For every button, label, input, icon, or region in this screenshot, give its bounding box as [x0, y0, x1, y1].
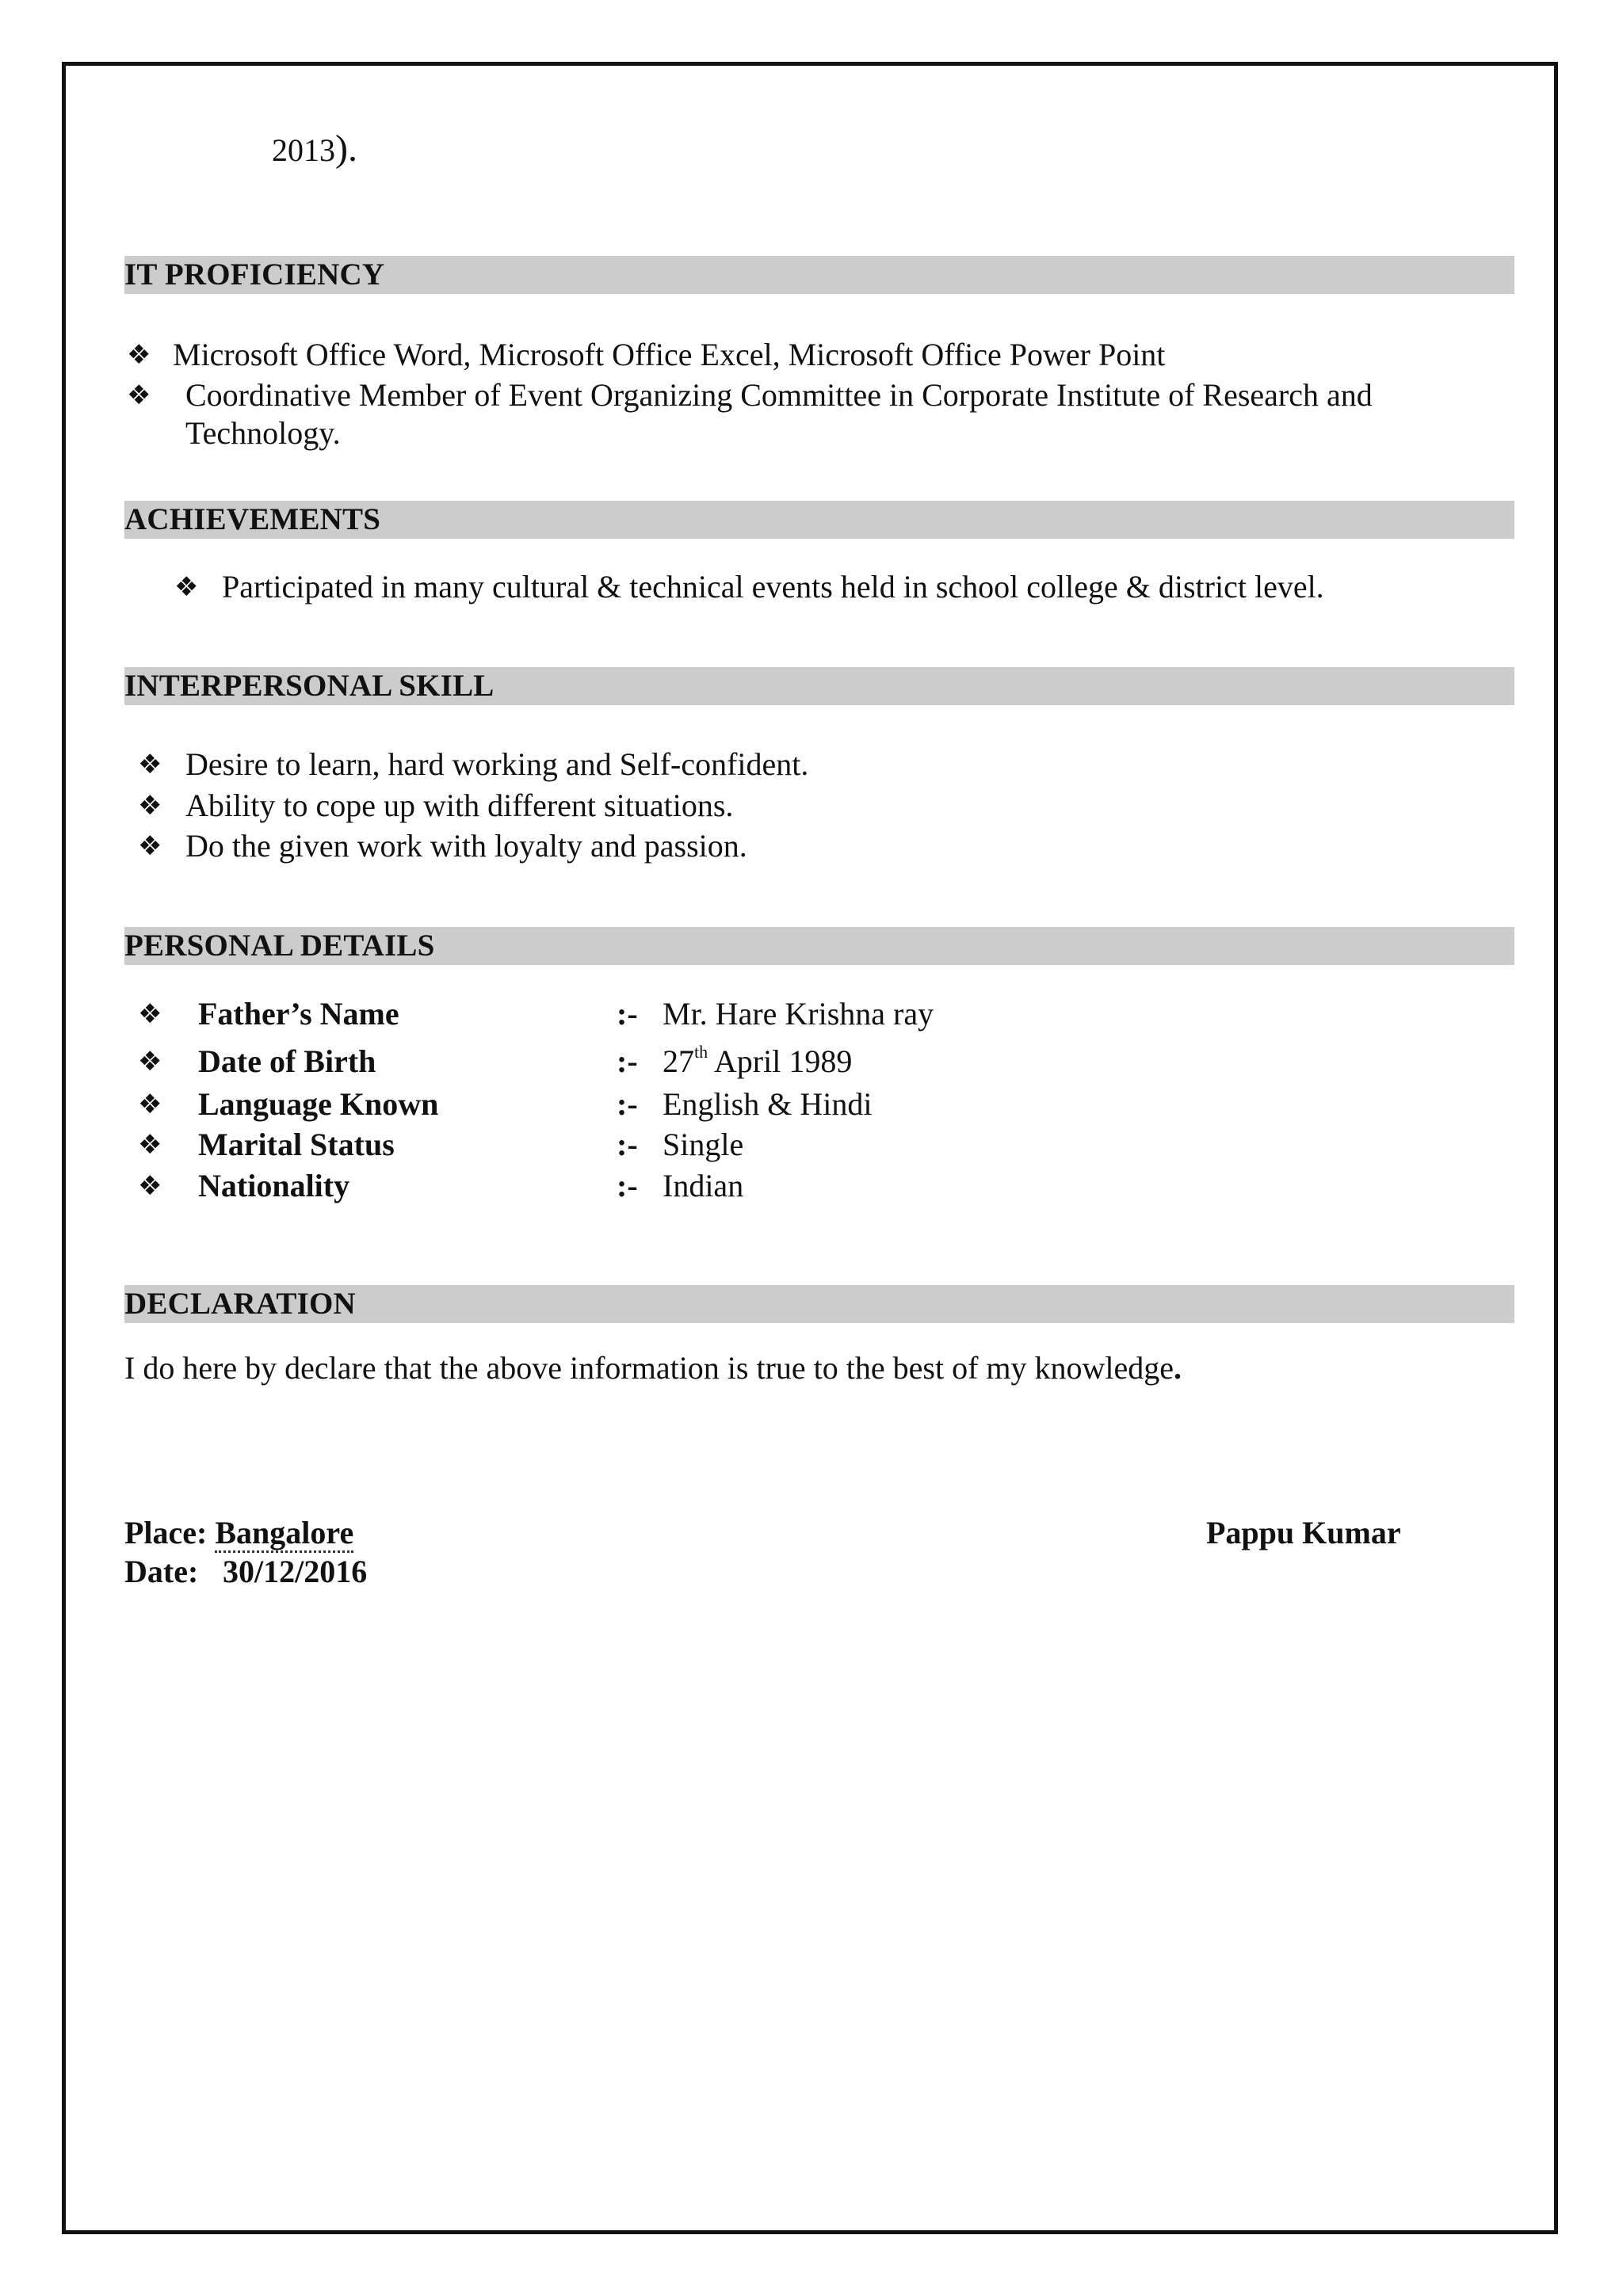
detail-label-date-of-birth: Date of Birth [198, 1043, 376, 1079]
declaration-end: . [1174, 1350, 1182, 1386]
detail-separator: :- [617, 1127, 638, 1162]
dob-day: 27 [663, 1043, 694, 1079]
declaration-text [124, 1348, 1182, 1388]
place-line [124, 1513, 353, 1553]
section-title-personal-details: PERSONAL DETAILS [124, 929, 435, 963]
detail-value-marital-status: Single [663, 1127, 744, 1162]
list-item: Ability to cope up with different situations. [185, 788, 734, 823]
detail-value-fathers-name: Mr. Hare Krishna ray [663, 996, 934, 1032]
detail-value-date-of-birth [663, 1042, 852, 1081]
date-label: Date: [124, 1554, 199, 1589]
continuation-line [272, 125, 357, 174]
diamond-bullet-icon: ❖ [138, 790, 162, 822]
date-value: 30/12/2016 [223, 1554, 368, 1589]
diamond-bullet-icon: ❖ [127, 379, 151, 411]
detail-value-nationality: Indian [663, 1168, 744, 1203]
continuation-closing: ). [335, 128, 357, 170]
detail-value-language: English & Hindi [663, 1086, 873, 1122]
section-title-it-proficiency: IT PROFICIENCY [124, 257, 385, 292]
declaration-body: I do here by declare that the above information is true to the best of my knowledge [124, 1350, 1174, 1386]
diamond-bullet-icon: ❖ [138, 1046, 162, 1077]
continuation-text: 2013 [272, 132, 335, 168]
detail-separator: :- [617, 1043, 638, 1079]
detail-separator: :- [617, 1086, 638, 1122]
diamond-bullet-icon: ❖ [138, 1089, 162, 1120]
detail-label-marital-status: Marital Status [198, 1127, 395, 1162]
list-item: Participated in many cultural & technical events held in school college & district level. [222, 569, 1324, 605]
diamond-bullet-icon: ❖ [127, 339, 151, 371]
list-item: Coordinative Member of Event Organizing Committee in Corporate Institute of Research and [185, 377, 1373, 413]
detail-label-language: Language Known [198, 1086, 439, 1122]
diamond-bullet-icon: ❖ [138, 830, 162, 862]
section-title-declaration: DECLARATION [124, 1287, 356, 1321]
diamond-bullet-icon: ❖ [138, 1170, 162, 1202]
diamond-bullet-icon: ❖ [174, 571, 199, 603]
list-item: Desire to learn, hard working and Self-confident. [185, 746, 809, 782]
place-label: Place: [124, 1515, 216, 1550]
diamond-bullet-icon: ❖ [138, 1129, 162, 1161]
list-item: Do the given work with loyalty and passion. [185, 828, 747, 864]
diamond-bullet-icon: ❖ [138, 749, 162, 780]
section-title-achievements: ACHIEVEMENTS [124, 502, 381, 536]
detail-separator: :- [617, 1168, 638, 1203]
list-item: Microsoft Office Word, Microsoft Office Excel, Microsoft Office Power Point [173, 337, 1166, 372]
detail-separator: :- [617, 996, 638, 1032]
list-item-continuation: Technology. [185, 415, 341, 451]
dob-ordinal-suffix: th [694, 1042, 708, 1062]
dob-month-year: April 1989 [708, 1043, 853, 1079]
place-value: Bangalore [215, 1515, 353, 1553]
detail-label-fathers-name: Father’s Name [198, 996, 399, 1032]
section-title-interpersonal: INTERPERSONAL SKILL [124, 669, 495, 703]
diamond-bullet-icon: ❖ [138, 998, 162, 1030]
detail-label-nationality: Nationality [198, 1168, 350, 1203]
signature-name: Pappu Kumar [1206, 1515, 1401, 1550]
